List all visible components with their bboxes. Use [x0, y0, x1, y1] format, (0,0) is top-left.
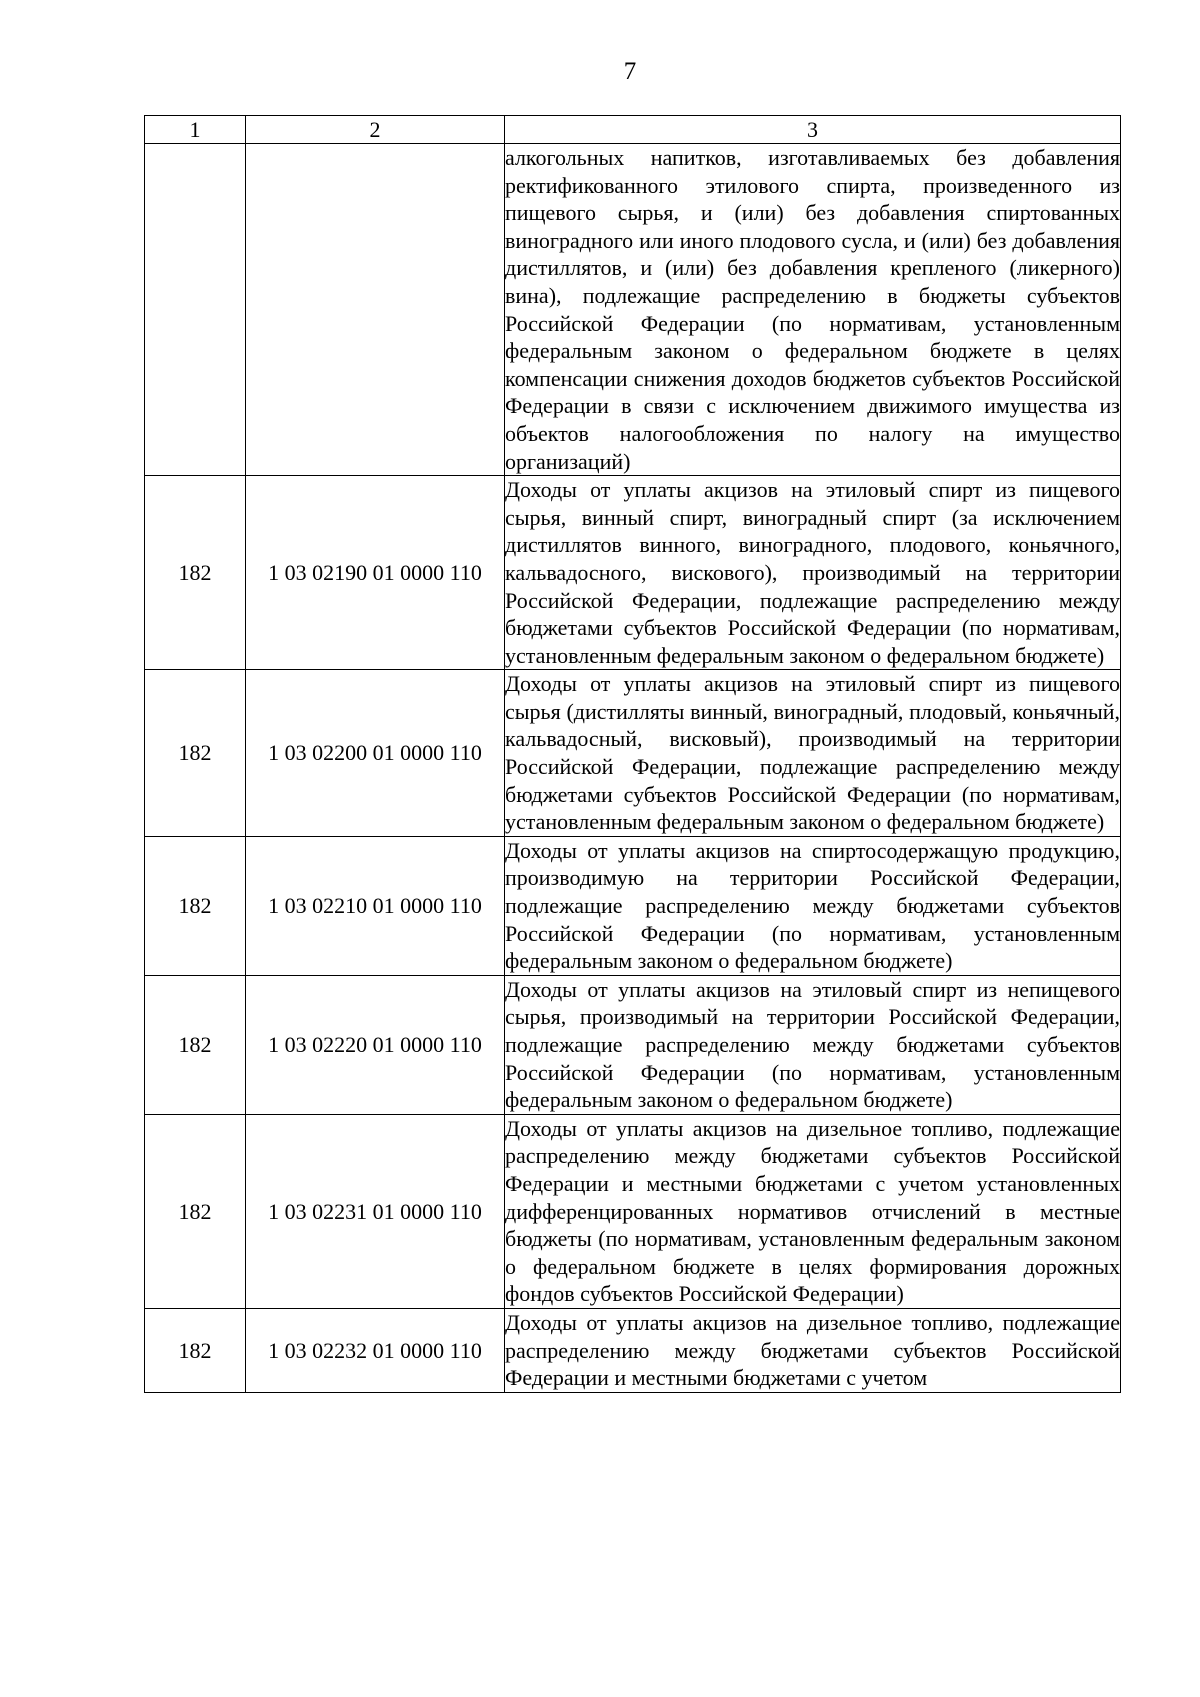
- table-row: [145, 836, 1121, 975]
- table-row: [145, 476, 1121, 670]
- budget-revenue-table: [144, 115, 1121, 1393]
- revenue-code-cell: 1 03 02231 01 0000 110: [246, 1114, 505, 1308]
- column-header-1: 1: [145, 116, 246, 144]
- revenue-code-cell: 1 03 02190 01 0000 110: [246, 476, 505, 670]
- table-row: [145, 1308, 1121, 1392]
- revenue-code-cell: 1 03 02200 01 0000 110: [246, 670, 505, 837]
- table-row: [145, 670, 1121, 837]
- description-cell: Доходы от уплаты акцизов на этиловый спирт из пищевого сырья, винный спирт, виноградный спирт (за исключением дистиллятов винного, виноградного, плодового, коньячного, кальвадосного, вискового), производимый на территории Российской Федерации, подлежащие распределению между бюджетами субъектов Российской Федерации (по нормативам, установленным федеральным законом о федеральном бюджете): [505, 476, 1121, 670]
- description-cell: Доходы от уплаты акцизов на дизельное топливо, подлежащие распределению между бюджетами субъектов Российской Федерации и местными бюджетами с учетом: [505, 1308, 1121, 1392]
- table-row-continuation: [145, 144, 1121, 476]
- revenue-code-cell: [246, 144, 505, 476]
- page-number: 7: [623, 58, 637, 85]
- table-row: [145, 975, 1121, 1114]
- column-header-3: 3: [505, 116, 1121, 144]
- admin-code-cell: [145, 144, 246, 476]
- description-cell: Доходы от уплаты акцизов на дизельное топливо, подлежащие распределению между бюджетами субъектов Российской Федерации и местными бюджетами с учетом установленных дифференцированных нормативов отчислений в местные бюджеты (по нормативам, установленным федеральным законом о федеральном бюджете в целях формирования дорожных фондов субъектов Российской Федерации): [505, 1114, 1121, 1308]
- revenue-code-cell: 1 03 02210 01 0000 110: [246, 836, 505, 975]
- description-cell: Доходы от уплаты акцизов на этиловый спирт из пищевого сырья (дистилляты винный, виноградный, плодовый, коньячный, кальвадосный, висковый), производимый на территории Российской Федерации, подлежащие распределению между бюджетами субъектов Российской Федерации (по нормативам, установленным федеральным законом о федеральном бюджете): [505, 670, 1121, 837]
- admin-code-cell: 182: [145, 975, 246, 1114]
- admin-code-cell: 182: [145, 670, 246, 837]
- revenue-code-cell: 1 03 02232 01 0000 110: [246, 1308, 505, 1392]
- table-row: [145, 1114, 1121, 1308]
- revenue-code-cell: 1 03 02220 01 0000 110: [246, 975, 505, 1114]
- admin-code-cell: 182: [145, 836, 246, 975]
- description-cell: Доходы от уплаты акцизов на спиртосодержащую продукцию, производимую на территории Российской Федерации, подлежащие распределению между бюджетами субъектов Российской Федерации (по нормативам, установленным федеральным законом о федеральном бюджете): [505, 836, 1121, 975]
- column-header-2: 2: [246, 116, 505, 144]
- admin-code-cell: 182: [145, 1114, 246, 1308]
- table-header-row: [145, 116, 1121, 144]
- description-cell: Доходы от уплаты акцизов на этиловый спирт из непищевого сырья, производимый на территории Российской Федерации, подлежащие распределению между бюджетами субъектов Российской Федерации (по нормативам, установленным федеральным законом о федеральном бюджете): [505, 975, 1121, 1114]
- admin-code-cell: 182: [145, 476, 246, 670]
- admin-code-cell: 182: [145, 1308, 246, 1392]
- description-cell: алкогольных напитков, изготавливаемых без добавления ректификованного этилового спирта, произведенного из пищевого сырья, и (или) без добавления спиртованных виноградного или иного плодового сусла, и (или) без добавления дистиллятов, и (или) без добавления крепленого (ликерного) вина), подлежащие распределению в бюджеты субъектов Российской Федерации (по нормативам, установленным федеральным законом о федеральном бюджете в целях компенсации снижения доходов бюджетов субъектов Российской Федерации в связи с исключением движимого имущества из объектов налогообложения по налогу на имущество организаций): [505, 144, 1121, 476]
